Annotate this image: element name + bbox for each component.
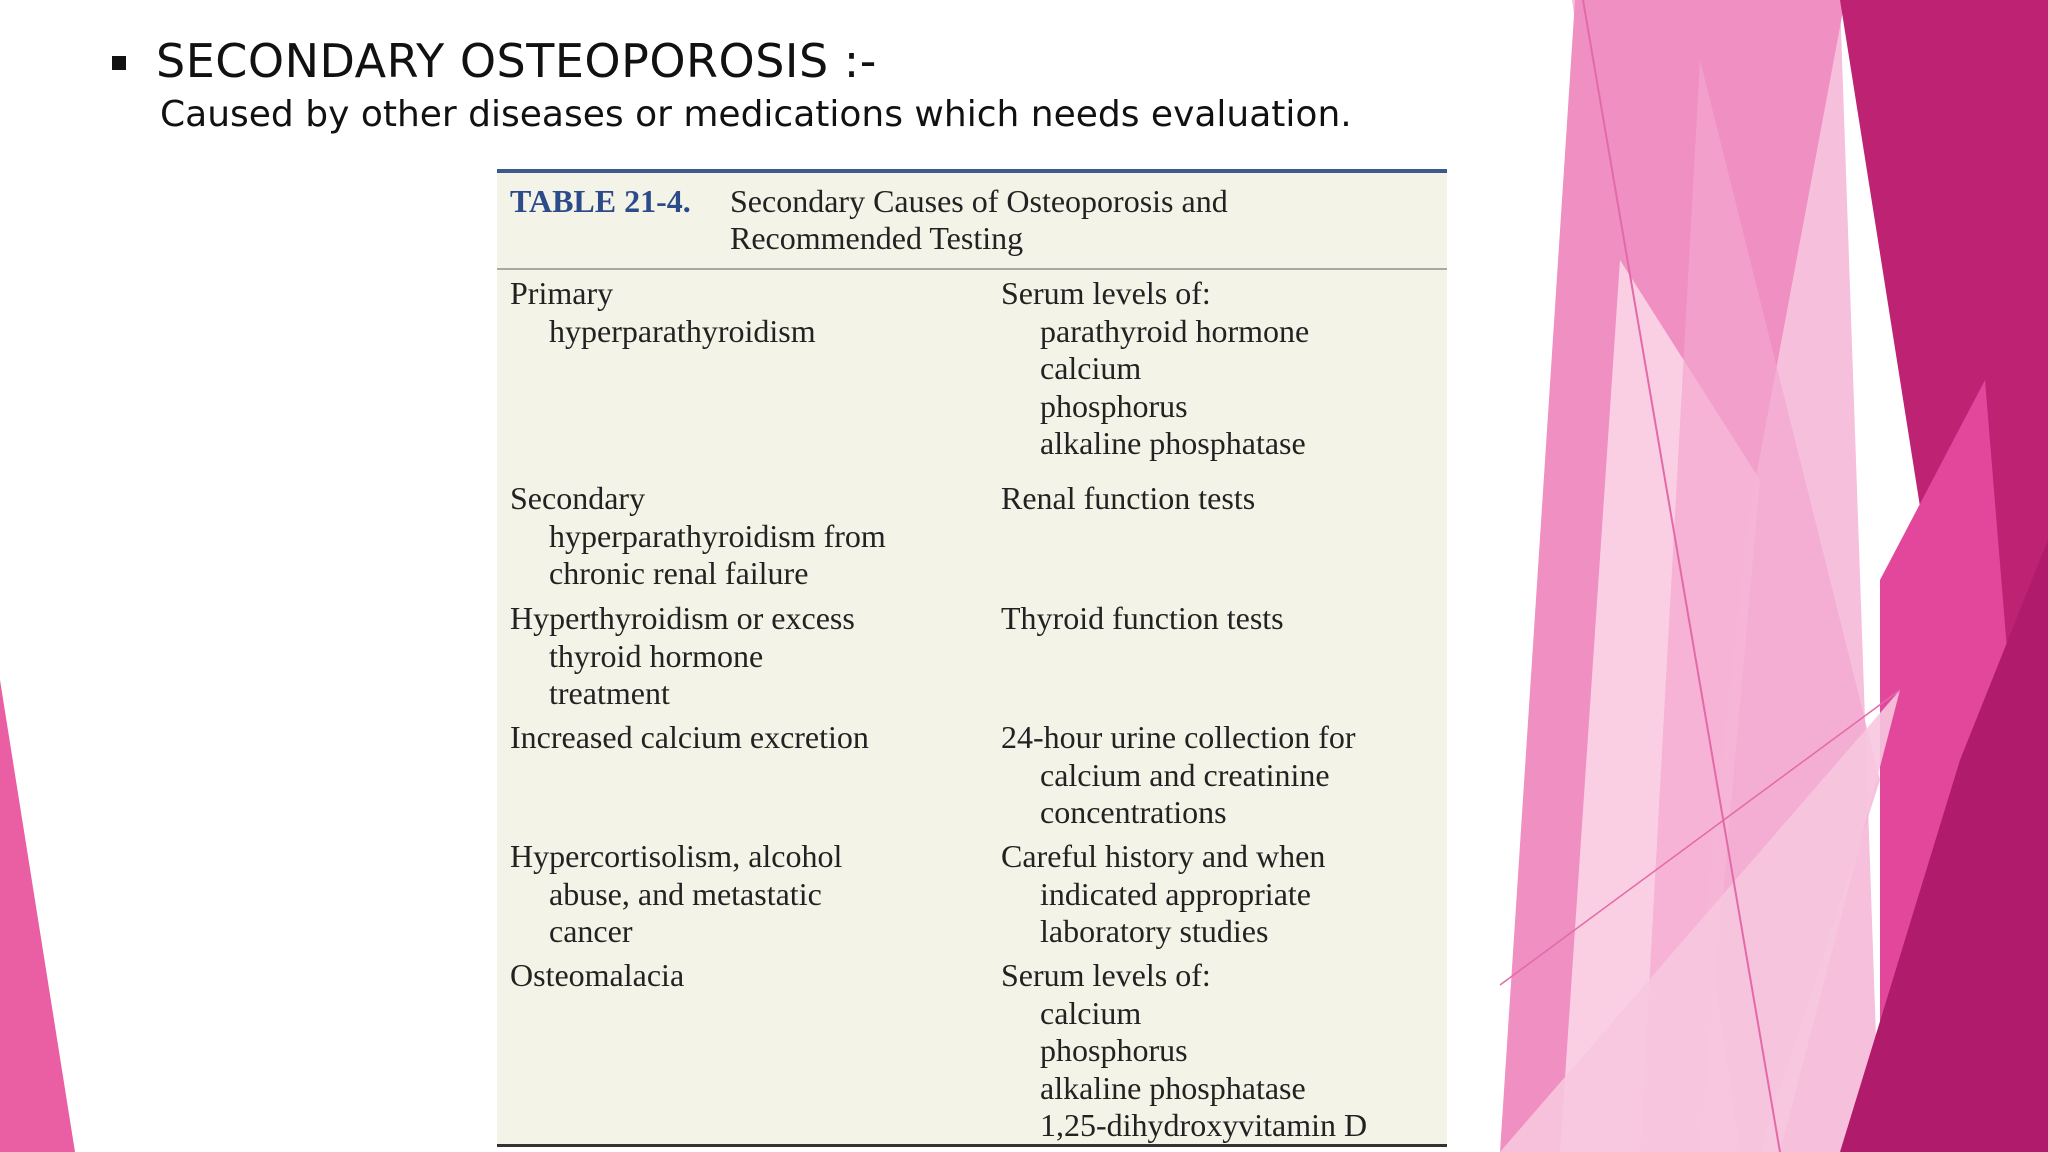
testing-line: Careful history and when <box>1001 838 1326 874</box>
testing-line: Thyroid function tests <box>1001 600 1284 636</box>
testing-line: Serum levels of: <box>1001 275 1211 311</box>
testing-cell <box>1001 480 1255 518</box>
testing-cell <box>1001 838 1325 951</box>
cause-cell <box>510 838 842 951</box>
testing-line: parathyroid hormone <box>1040 312 1310 349</box>
testing-line: concentrations <box>1040 794 1227 830</box>
table-header <box>497 173 1447 270</box>
cause-cell <box>510 480 886 593</box>
testing-line: calcium <box>1040 994 1142 1031</box>
cause-line: Hyperthyroidism or excess <box>510 600 855 636</box>
slide-heading: SECONDARY OSTEOPOROSIS :- <box>156 34 877 88</box>
cause-line: Increased calcium excretion <box>510 719 869 755</box>
causes-table <box>497 169 1447 1147</box>
slide-subtext: Caused by other diseases or medications which needs evaluation. <box>160 94 1352 135</box>
cause-line: Primary <box>510 275 614 311</box>
testing-line: indicated appropriate <box>1040 875 1311 912</box>
testing-line: calcium <box>1040 350 1142 386</box>
cause-line: Osteomalacia <box>510 957 685 993</box>
testing-line: 1,25-dihydroxyvitamin D <box>1040 1107 1368 1143</box>
cause-line: treatment <box>549 675 670 711</box>
cause-line: abuse, and metastatic <box>549 875 822 912</box>
table-title-line-2: Recommended Testing <box>730 220 1024 256</box>
cause-cell <box>510 957 684 995</box>
testing-line: phosphorus <box>1040 387 1188 424</box>
testing-line: Serum levels of: <box>1001 957 1211 993</box>
cause-line: hyperparathyroidism <box>549 312 816 349</box>
testing-line: Renal function tests <box>1001 480 1256 516</box>
cause-cell <box>510 600 855 713</box>
cause-cell <box>510 275 816 350</box>
testing-line: laboratory studies <box>1040 913 1269 949</box>
cause-cell <box>510 719 869 757</box>
table-title-line-1: Secondary Causes of Osteoporosis and <box>730 183 1228 219</box>
testing-cell <box>1001 957 1367 1145</box>
heading-row <box>112 34 877 88</box>
table-title <box>730 183 1228 257</box>
cause-line: hyperparathyroidism from <box>549 517 886 554</box>
testing-cell <box>1001 719 1356 832</box>
cause-line: chronic renal failure <box>549 555 809 591</box>
testing-line: phosphorus <box>1040 1032 1188 1068</box>
cause-line: Secondary <box>510 480 646 516</box>
testing-cell <box>1001 600 1284 638</box>
cause-line: Hypercortisolism, alcohol <box>510 838 843 874</box>
table-number: TABLE 21-4. <box>510 183 691 219</box>
testing-line: alkaline phosphatase <box>1040 1069 1306 1106</box>
testing-cell <box>1001 275 1309 463</box>
testing-line: 24-hour urine collection for <box>1001 719 1356 755</box>
cause-line: cancer <box>549 913 633 949</box>
testing-line: calcium and creatinine <box>1040 756 1330 793</box>
square-bullet-icon <box>112 56 126 70</box>
testing-line: alkaline phosphatase <box>1040 425 1306 461</box>
cause-line: thyroid hormone <box>549 637 764 674</box>
